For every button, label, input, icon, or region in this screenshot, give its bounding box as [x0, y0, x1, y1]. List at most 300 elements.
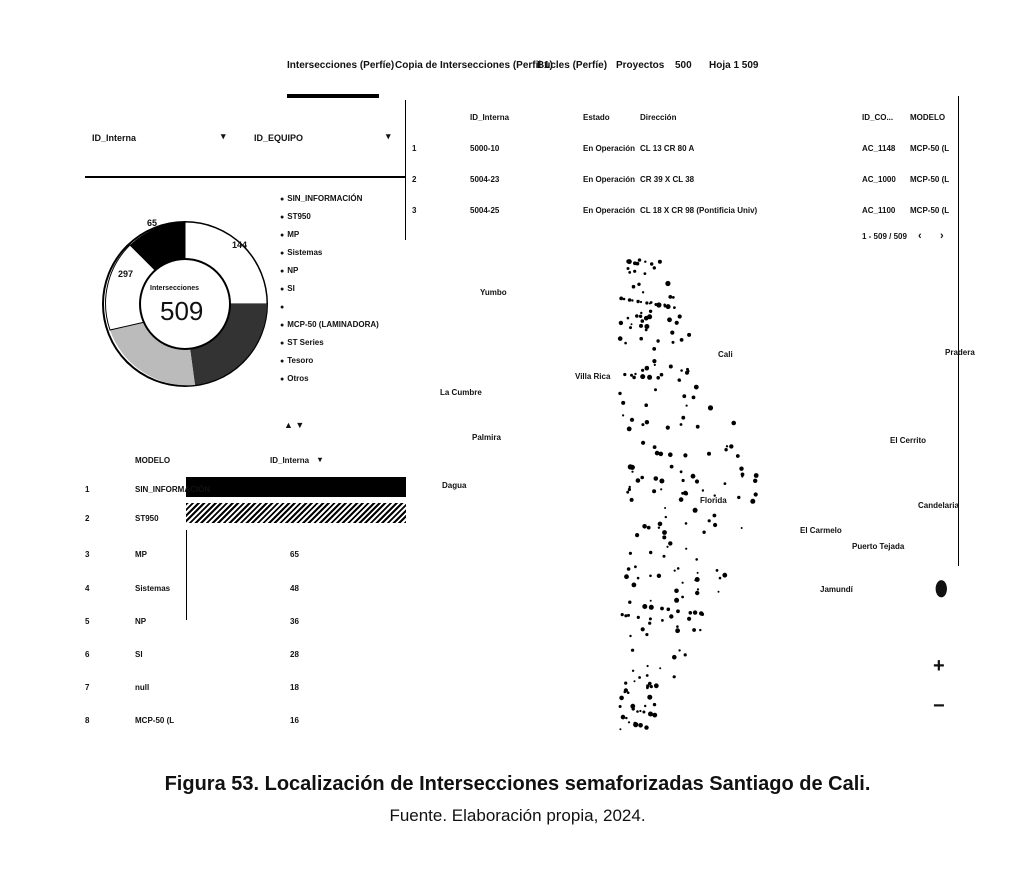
map-marker[interactable]: [647, 526, 651, 530]
map-marker[interactable]: [641, 627, 645, 631]
map-marker[interactable]: [702, 489, 704, 491]
map-marker[interactable]: [662, 535, 666, 539]
map-marker[interactable]: [645, 301, 648, 304]
map-marker[interactable]: [676, 625, 679, 628]
map-label: Puerto Tejada: [852, 542, 905, 551]
map-marker[interactable]: [662, 530, 667, 535]
row-id-co: AC_1148: [862, 144, 896, 153]
map-marker[interactable]: [630, 498, 634, 502]
map-marker[interactable]: [687, 333, 691, 337]
map-marker[interactable]: [650, 685, 653, 688]
map-marker[interactable]: [697, 588, 699, 590]
map-marker[interactable]: [634, 680, 636, 682]
map-marker[interactable]: [638, 676, 641, 679]
filter-id-equipo[interactable]: [254, 133, 303, 143]
legend-pager[interactable]: ▲ ▼: [284, 420, 305, 430]
map-marker[interactable]: [708, 405, 713, 410]
map-marker[interactable]: [678, 649, 680, 651]
legend-item[interactable]: ● MCP-50 (LAMINADORA): [280, 320, 379, 329]
map-marker[interactable]: [673, 675, 676, 678]
map-marker[interactable]: [647, 375, 652, 380]
map-marker[interactable]: [656, 339, 659, 342]
map-marker[interactable]: [629, 486, 631, 488]
map-marker[interactable]: [750, 499, 755, 504]
map-marker[interactable]: [718, 591, 720, 593]
next-page-icon[interactable]: ›: [940, 230, 944, 242]
legend-item[interactable]: [280, 302, 287, 311]
row-estado: En Operación: [583, 206, 636, 215]
row-id[interactable]: 5004-23: [470, 175, 500, 184]
map-marker[interactable]: [653, 445, 657, 449]
donut-center-label: Intersecciones: [150, 285, 200, 292]
map-marker[interactable]: [640, 301, 642, 303]
map-marker[interactable]: [680, 369, 683, 372]
map-marker[interactable]: [629, 326, 632, 329]
map-marker[interactable]: [691, 474, 696, 479]
map-marker[interactable]: [658, 522, 663, 527]
map-marker[interactable]: [637, 616, 640, 619]
map-marker[interactable]: [663, 555, 666, 558]
map-marker[interactable]: [729, 444, 733, 448]
map-marker[interactable]: [682, 582, 684, 584]
map-marker[interactable]: [649, 303, 651, 305]
map-marker[interactable]: [649, 617, 652, 620]
map-marker[interactable]: [633, 722, 638, 727]
map-marker[interactable]: [628, 488, 631, 491]
map-marker[interactable]: [636, 300, 639, 303]
map-marker[interactable]: [722, 573, 727, 578]
map-marker[interactable]: [619, 705, 622, 708]
legend-item[interactable]: ● Tesoro: [280, 356, 313, 365]
map-marker[interactable]: [679, 379, 681, 381]
map-marker[interactable]: [666, 426, 670, 430]
map-marker[interactable]: [713, 514, 717, 518]
map-marker[interactable]: [632, 583, 637, 588]
map-marker[interactable]: [708, 519, 711, 522]
map-marker[interactable]: [724, 448, 727, 451]
map-marker[interactable]: [653, 266, 655, 268]
column-header-direccion[interactable]: Dirección: [640, 113, 677, 122]
zoom-in-button[interactable]: +: [933, 655, 945, 677]
map-marker[interactable]: [619, 297, 623, 301]
map-marker[interactable]: [639, 710, 641, 712]
map-marker[interactable]: [676, 609, 680, 613]
figure-title: Figura 53. Localización de Intersecciones semaforizadas Santiago de Cali.: [164, 773, 871, 795]
map-marker[interactable]: [648, 682, 652, 686]
map-marker[interactable]: [685, 548, 687, 550]
row-id[interactable]: 5000-10: [470, 144, 500, 153]
tab-proyectos[interactable]: Proyectos: [616, 60, 665, 71]
map-marker[interactable]: [665, 516, 667, 518]
map-marker[interactable]: [670, 331, 674, 335]
map-marker[interactable]: [621, 613, 624, 616]
map-marker[interactable]: [667, 317, 672, 322]
legend-item[interactable]: ● ST Series: [280, 338, 324, 347]
map-marker[interactable]: [654, 364, 656, 366]
map-marker[interactable]: [724, 482, 727, 485]
map-marker[interactable]: [624, 688, 628, 692]
map-marker[interactable]: [653, 703, 656, 706]
row-modelo: MCP-50 (L: [910, 206, 950, 215]
map-marker[interactable]: [659, 479, 664, 484]
map-marker[interactable]: [619, 321, 623, 325]
map-marker[interactable]: [666, 304, 671, 309]
map-marker[interactable]: [637, 283, 640, 286]
map-marker[interactable]: [681, 492, 684, 495]
donut-slice-label: 297: [118, 269, 134, 279]
map-marker[interactable]: [639, 337, 643, 341]
map-marker[interactable]: [628, 298, 632, 302]
map-marker[interactable]: [630, 418, 634, 422]
legend-item[interactable]: ● Otros: [280, 374, 309, 383]
map-marker[interactable]: [641, 319, 645, 323]
map-marker[interactable]: [696, 425, 700, 429]
map-marker[interactable]: [674, 570, 676, 572]
legend-item[interactable]: ● MP: [280, 230, 299, 239]
map-marker[interactable]: [623, 373, 626, 376]
map-marker[interactable]: [658, 260, 662, 264]
map-marker[interactable]: [668, 452, 673, 457]
map-marker[interactable]: [649, 551, 652, 554]
map-marker[interactable]: [661, 619, 664, 622]
chevron-down-icon[interactable]: ▾: [386, 131, 391, 141]
map-marker[interactable]: [699, 629, 701, 631]
map-marker[interactable]: [627, 614, 630, 617]
map-marker[interactable]: [644, 705, 646, 707]
map-marker[interactable]: [627, 317, 630, 320]
map-marker[interactable]: [670, 465, 674, 469]
map-marker[interactable]: [634, 565, 637, 568]
map-marker[interactable]: [631, 649, 634, 652]
map-marker[interactable]: [731, 421, 736, 426]
tab-intersecciones[interactable]: Intersecciones (Perfíe): [287, 60, 395, 71]
map-marker[interactable]: [652, 347, 656, 351]
map-marker[interactable]: [666, 546, 668, 548]
map-marker[interactable]: [627, 267, 630, 270]
map-marker[interactable]: [647, 665, 649, 667]
map-marker[interactable]: [684, 492, 688, 496]
map-marker[interactable]: [630, 374, 633, 377]
map-marker[interactable]: [642, 604, 647, 609]
map-marker[interactable]: [646, 366, 649, 369]
legend-item[interactable]: ● SIN_INFORMACIÓN: [280, 194, 362, 203]
map-marker[interactable]: [673, 306, 676, 309]
map-marker[interactable]: [630, 704, 635, 709]
map-marker[interactable]: [699, 611, 703, 615]
row-modelo: MCP-50 (L: [135, 716, 175, 725]
map-marker[interactable]: [626, 491, 629, 494]
map-marker[interactable]: [694, 385, 699, 390]
map-marker[interactable]: [631, 299, 633, 301]
map-marker[interactable]: [754, 473, 759, 478]
map-marker[interactable]: [665, 281, 670, 286]
map-marker[interactable]: [623, 298, 626, 301]
column-header-modelo[interactable]: MODELO: [135, 456, 171, 465]
map-marker[interactable]: [682, 394, 686, 398]
map-marker[interactable]: [683, 453, 687, 457]
map-marker[interactable]: [641, 441, 645, 445]
row-number: 4: [85, 584, 90, 593]
map-marker[interactable]: [719, 577, 722, 580]
map-marker[interactable]: [686, 368, 689, 371]
map-marker[interactable]: [726, 445, 728, 447]
map-marker[interactable]: [633, 270, 636, 273]
map-marker[interactable]: [677, 567, 680, 570]
map-marker[interactable]: [641, 423, 644, 426]
map-marker[interactable]: [702, 531, 705, 534]
map-marker[interactable]: [636, 710, 639, 713]
map-marker[interactable]: [656, 376, 660, 380]
row-number: 8: [85, 716, 90, 725]
map-marker[interactable]: [652, 489, 656, 493]
map-marker[interactable]: [664, 507, 666, 509]
map-marker[interactable]: [639, 315, 642, 318]
map-marker[interactable]: [685, 522, 688, 525]
map-marker[interactable]: [627, 259, 632, 264]
map-marker[interactable]: [632, 376, 636, 380]
map-marker[interactable]: [650, 600, 652, 602]
map-marker[interactable]: [680, 423, 683, 426]
map-marker[interactable]: [660, 607, 664, 611]
map-marker[interactable]: [668, 541, 672, 545]
map-marker[interactable]: [635, 314, 639, 318]
row-count: 18: [290, 683, 299, 692]
map-marker[interactable]: [632, 670, 634, 672]
filter-id-interna[interactable]: [92, 133, 136, 143]
legend-item[interactable]: ● NP: [280, 266, 298, 275]
map-marker[interactable]: [657, 574, 661, 578]
map-marker[interactable]: [660, 373, 664, 377]
row-modelo: MCP-50 (L: [910, 144, 950, 153]
prev-page-icon[interactable]: ‹: [918, 230, 922, 242]
map-marker[interactable]: [619, 696, 624, 701]
map-marker[interactable]: [629, 552, 632, 555]
map-marker[interactable]: [644, 403, 648, 407]
map-marker[interactable]: [618, 336, 623, 341]
map-marker[interactable]: [642, 291, 644, 293]
row-number: 1: [85, 485, 90, 494]
map-marker[interactable]: [680, 470, 683, 473]
map-marker[interactable]: [644, 725, 648, 729]
map-marker[interactable]: [693, 610, 697, 614]
map-marker[interactable]: [622, 414, 624, 416]
map-marker[interactable]: [672, 655, 677, 660]
map-marker[interactable]: [640, 374, 645, 379]
map-marker[interactable]: [695, 479, 699, 483]
map-marker[interactable]: [686, 405, 688, 407]
map-marker[interactable]: [697, 572, 699, 574]
map-marker[interactable]: [635, 533, 639, 537]
map-marker[interactable]: [619, 728, 621, 730]
map-marker[interactable]: [678, 314, 682, 318]
map-marker[interactable]: [646, 674, 649, 677]
row-modelo: MCP-50 (L: [910, 175, 950, 184]
map-marker[interactable]: [648, 622, 651, 625]
map-marker[interactable]: [669, 614, 673, 618]
row-number: 2: [85, 514, 90, 523]
legend-item[interactable]: ● SI: [280, 284, 295, 293]
map-marker[interactable]: [672, 296, 675, 299]
map-marker[interactable]: [684, 653, 687, 656]
map-marker[interactable]: [692, 396, 696, 400]
map-marker[interactable]: [668, 295, 672, 299]
map-marker[interactable]: [628, 464, 633, 469]
map-marker[interactable]: [652, 359, 656, 363]
map-area[interactable]: [560, 250, 800, 740]
map-label: El Carmelo: [800, 526, 842, 535]
map-marker[interactable]: [689, 611, 693, 615]
map-marker[interactable]: [648, 712, 653, 717]
map-marker[interactable]: [692, 628, 696, 632]
map-marker[interactable]: [741, 475, 743, 477]
row-direccion: CL 13 CR 80 A: [640, 144, 695, 153]
map-marker[interactable]: [695, 558, 698, 561]
row-id-co: AC_1100: [862, 206, 896, 215]
row-modelo: NP: [135, 617, 147, 626]
map-marker[interactable]: [647, 695, 652, 700]
map-marker[interactable]: [627, 427, 632, 432]
map-marker[interactable]: [707, 452, 711, 456]
map-marker[interactable]: [659, 452, 664, 457]
map-marker[interactable]: [659, 667, 661, 669]
map-marker[interactable]: [674, 589, 679, 594]
map-marker[interactable]: [645, 329, 648, 332]
map-marker[interactable]: [680, 338, 684, 342]
map-marker[interactable]: [716, 569, 719, 572]
map-marker[interactable]: [737, 496, 740, 499]
map-marker[interactable]: [654, 683, 659, 688]
map-marker[interactable]: [741, 527, 743, 529]
map-marker[interactable]: [739, 467, 743, 471]
map-marker[interactable]: [634, 373, 636, 375]
map-marker[interactable]: [642, 524, 647, 529]
map-marker[interactable]: [645, 420, 649, 424]
map-marker[interactable]: [628, 721, 630, 723]
map-marker[interactable]: [649, 605, 654, 610]
map-marker[interactable]: [660, 488, 662, 490]
map-marker[interactable]: [644, 261, 646, 263]
tab-bucles[interactable]: Bucles (Perfíe): [537, 60, 608, 71]
map-marker[interactable]: [681, 416, 685, 420]
map-marker[interactable]: [636, 262, 640, 266]
map-marker[interactable]: [695, 577, 700, 582]
map-marker[interactable]: [667, 608, 671, 612]
map-marker[interactable]: [649, 575, 652, 578]
map-marker[interactable]: [672, 341, 675, 344]
map-marker[interactable]: [650, 262, 653, 265]
map-marker[interactable]: [644, 316, 649, 321]
map-marker[interactable]: [624, 682, 627, 685]
map-marker[interactable]: [637, 577, 640, 580]
map-marker[interactable]: [649, 310, 652, 313]
legend-item[interactable]: ● ST950: [280, 212, 311, 221]
tab-500[interactable]: 500: [675, 60, 692, 71]
filter-id-equipo-label: ID_EQUIPO: [254, 133, 304, 143]
map-marker[interactable]: [639, 324, 643, 328]
map-marker[interactable]: [640, 476, 644, 480]
map-marker[interactable]: [736, 454, 740, 458]
row-modelo: MP: [135, 550, 147, 559]
map-label: Yumbo: [480, 288, 507, 297]
row-number: 2: [412, 175, 417, 184]
map-marker[interactable]: [679, 497, 684, 502]
map-marker[interactable]: [687, 617, 691, 621]
map-marker[interactable]: [640, 312, 642, 314]
map-marker[interactable]: [629, 635, 631, 637]
map-pin-icon[interactable]: ⬮: [935, 578, 948, 600]
map-marker[interactable]: [646, 686, 649, 689]
column-header-estado[interactable]: Estado: [583, 113, 610, 122]
map-label: Candelaria: [918, 501, 959, 510]
map-marker[interactable]: [693, 508, 698, 513]
map-marker[interactable]: [641, 369, 644, 372]
map-marker[interactable]: [625, 717, 627, 719]
map-marker[interactable]: [695, 591, 699, 595]
column-header-id-interna[interactable]: ID_Interna: [270, 456, 310, 465]
map-marker[interactable]: [681, 596, 684, 599]
column-header-id-interna[interactable]: ID_Interna: [470, 113, 510, 122]
bar-fill: [186, 503, 406, 523]
map-marker[interactable]: [618, 392, 621, 395]
map-marker[interactable]: [627, 567, 631, 571]
map-marker[interactable]: [638, 258, 641, 261]
map-marker[interactable]: [654, 388, 657, 391]
map-marker[interactable]: [645, 633, 648, 636]
map-marker[interactable]: [624, 574, 629, 579]
map-marker[interactable]: [624, 342, 627, 345]
map-marker[interactable]: [754, 492, 758, 496]
legend-item[interactable]: ● Sistemas: [280, 248, 322, 257]
map-marker[interactable]: [640, 724, 642, 726]
map-marker[interactable]: [654, 476, 659, 481]
map-marker[interactable]: [713, 523, 717, 527]
map-marker[interactable]: [682, 479, 685, 482]
map-marker[interactable]: [621, 715, 626, 720]
map-marker[interactable]: [675, 628, 680, 633]
map-marker[interactable]: [621, 401, 625, 405]
map-marker[interactable]: [675, 321, 679, 325]
map-marker[interactable]: [669, 365, 673, 369]
map-marker[interactable]: [632, 285, 636, 289]
tab-hoja[interactable]: Hoja 1 509: [709, 60, 759, 71]
map-marker[interactable]: [624, 614, 627, 617]
map-marker[interactable]: [628, 271, 631, 274]
map-marker[interactable]: [652, 714, 655, 717]
column-header-id-co[interactable]: ID_CO...: [862, 113, 894, 122]
column-header-modelo[interactable]: MODELO: [910, 113, 946, 122]
row-id[interactable]: 5004-25: [470, 206, 500, 215]
map-marker[interactable]: [674, 598, 679, 603]
map-marker[interactable]: [753, 479, 757, 483]
row-direccion: CL 18 X CR 98 (Pontificia Univ): [640, 206, 758, 215]
map-marker[interactable]: [644, 324, 649, 329]
map-marker[interactable]: [631, 323, 633, 325]
map-marker[interactable]: [631, 471, 633, 473]
map-marker[interactable]: [656, 302, 661, 307]
map-marker[interactable]: [642, 711, 645, 714]
map-marker[interactable]: [658, 527, 660, 529]
map-marker[interactable]: [628, 601, 631, 604]
sort-icon[interactable]: ▾: [318, 455, 323, 464]
map-marker[interactable]: [636, 478, 641, 483]
row-direccion: CR 39 X CL 38: [640, 175, 695, 184]
map-marker[interactable]: [644, 272, 647, 275]
row-count: 16: [290, 716, 299, 725]
chevron-down-icon[interactable]: ▾: [221, 131, 226, 141]
tab-copia-intersecciones[interactable]: Copia de Intersecciones (Perfil 1): [395, 60, 553, 71]
map-marker[interactable]: [685, 371, 689, 375]
zoom-out-button[interactable]: −: [933, 695, 945, 717]
